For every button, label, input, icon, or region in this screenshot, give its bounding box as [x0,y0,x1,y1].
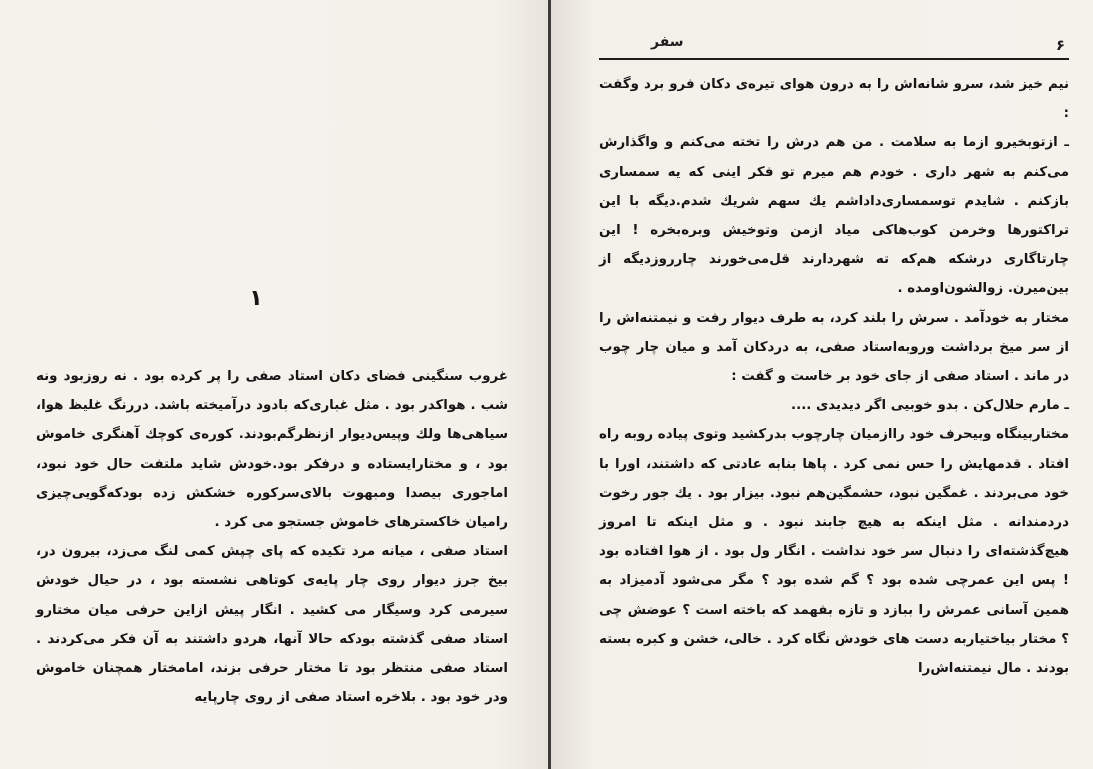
running-head [599,34,1069,60]
paragraph: نیم خیز شد، سرو شانه‌اش را به درون هوای تیره‌ی دکان فرو برد وگفت : [599,77,1069,122]
left-page-body [36,362,508,712]
paragraph: ـ مارم حلال‌کن . بدو خوبیی اگر دیدیدی .... [791,398,1069,414]
paragraph: ـ ازتوبخیرو ازما به سلامت . من هم درش را تخته می‌کنم و واگذارش می‌کنم به شهر داری . خودم هم میرم تو فکر اینی که یه سمساری بازکنم . شایدم توسمساری‌داداشم یك سهم شریك شدم.دیگه با این تراکتورها وخرمن کوب‌هاکی میاد ازمن وتوخیش وبره‌بخره ! این چارتاگاری درشکه هم‌که ته شهردارند قل‌می‌خورند چارروزدیگه از بین‌میرن. زوالشون‌اومده . [599,135,1069,297]
running-head-title: سفر [651,34,684,50]
paragraph: استاد صفی ، میانه مرد تکیده که پای چپش کمی لنگ می‌زد، بیرون در، بیخ جرز دیوار روی چار پایه‌ی کوتاهی نشسته بود ، در حیال خودش سیرمی کرد وسیگار می کشید . انگار پیش ازاین حرفی میان مختارو استاد صفی گذشته بودکه حالا آنها، هردو داشتند به آن فکر می‌کردند . استاد صفی منتظر بود تا مختار حرفی بزند، امامختار همچنان خاموش ودر خود بود . بلاخره استاد صفی از روی چارپایه [36,544,508,706]
right-page-body [599,70,1069,683]
chapter-number: ۱ [249,286,263,311]
paragraph: مختار به خودآمد . سرش را بلند کرد، به طرف دیوار رفت و نیمتنه‌اش را از سر میخ برداشت وروبه‌استاد صفی، به دردکان آمد و میان چار چوب در ماند . استاد صفی از جای خود بر خاست و گفت : [599,310,1069,385]
paragraph: غروب سنگینی فضای دکان استاد صفی را پر کرده بود . نه روزبود ونه شب . هواکدر بود . مثل غباری‌که بادود درآمیخته باشد. دررنگ غلیظ هوا، سیاهی‌ها ولك وپیس‌دیوار ازنظرگم‌بودند. کوره‌ی کوچك آهنگری خاموش بود ، و مختارایستاده و درفکر بود.خودش شاید ملتفت حال خود نبود، اماجوری بیصدا ومبهوت بالای‌سرکوره خشکش زده بودکه‌گویی‌چیزی رامیان خاکسترهای خاموش جستجو می کرد . [36,369,508,531]
paragraph: مختاربینگاه وبیحرف خود راازمیان چارچوب بدرکشید وتوی پیاده روبه راه افتاد . قدمهایش را حس نمی کرد . پاها بنابه عادتی که داشتند، اورا با خود می‌بردند . غمگین نبود، حشمگین‌هم نبود. بیزار بود . یك جور رخوت دردمندانه . مثل اینکه به هیچ جابند نبود . و مثل اینکه تا امروز هیچ‌گذشته‌ای را دنبال سر خود نداشت . انگار ول بود . از هوا افتاده بود ! پس این عمرچی شده بود ؟ گم شده بود ؟ مگر می‌شود آدمیزاد به همین آسانی عمرش را ببازد و تازه بفهمد که باخته است ؟ عوضش چی ؟ مختار بیاختیاربه دست های خودش نگاه کرد . خالی، خشن و کبره بسته بودند . مال نیمتنه‌اش‌را [599,427,1069,677]
page-number: ۶ [1055,36,1065,54]
right-page [551,0,1093,769]
